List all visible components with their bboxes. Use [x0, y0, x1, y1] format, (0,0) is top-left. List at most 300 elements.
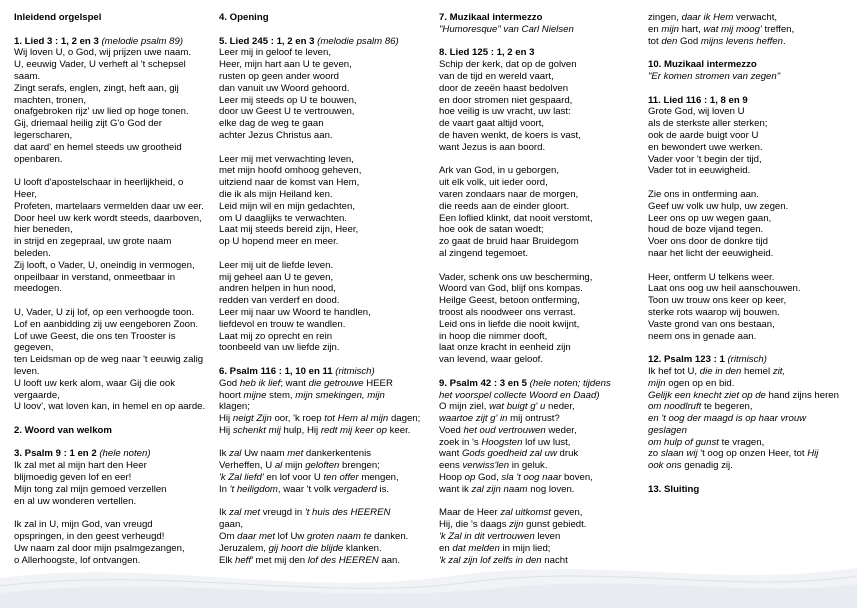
text-run: stem, [266, 389, 296, 401]
text-line [219, 319, 431, 331]
text-line [648, 118, 853, 130]
text-line [439, 165, 639, 177]
text-line [14, 366, 214, 378]
text-run: brengen; [339, 460, 380, 472]
text-run: Ik hef tot U, [648, 365, 700, 377]
text-run: 't heiligdom [229, 483, 278, 495]
text-run: Vader tot in eeuwigheid. [648, 165, 751, 177]
text-line [219, 71, 431, 83]
text-run: want ik [439, 483, 472, 495]
text-line [439, 177, 639, 189]
text-run: Gods goedheid zal uw [461, 448, 557, 460]
section-heading: 3. Psalm 9 : 1 en 2 [14, 448, 100, 460]
text-line [439, 12, 639, 24]
text-run: Wij loven U, o God, wij prijzen uwe naam. [14, 47, 192, 59]
text-line [219, 307, 431, 319]
text-line [648, 448, 853, 460]
blank-line [14, 24, 214, 36]
text-run: heff' [235, 554, 253, 566]
text-line [14, 189, 214, 201]
text-run: om hulp of gunst [648, 436, 719, 448]
text-line [439, 319, 639, 331]
text-line [439, 236, 639, 248]
text-run: , waar 't volk [277, 483, 334, 495]
text-run: nacht [541, 554, 568, 566]
text-run: (melodie psalm 86) [317, 35, 399, 47]
text-run: het voorspel collecte Woord en Daad) [439, 389, 600, 401]
text-run: Leid ons in liefde die nooit kwijnt, [439, 318, 580, 330]
text-run: Gij, driemaal heilig zijt G'o God der [14, 118, 162, 130]
text-run: lof Uw [275, 531, 307, 543]
text-line [439, 272, 639, 284]
text-run: Een loflied klinkt, dat nooit verstomt, [439, 212, 593, 224]
text-line [14, 472, 214, 484]
text-line [219, 472, 431, 484]
text-run: en [439, 542, 453, 554]
text-run: zo gaat de bruid haar Bruidegom [439, 236, 579, 248]
text-run: mijn smekingen, mijn [295, 389, 385, 401]
text-run: Vaste grond van ons bestaan, [648, 318, 775, 330]
text-line [648, 460, 853, 472]
text-line [439, 106, 639, 118]
text-run: hart, [678, 23, 704, 35]
text-line [219, 390, 431, 402]
text-line [439, 83, 639, 95]
text-run: geloften [305, 460, 340, 472]
text-run: mijn [282, 460, 306, 472]
text-run: verwacht, [733, 12, 778, 23]
section-heading: 5. Lied 245 : 1, 2 en 3 [219, 35, 318, 47]
text-run: tot [648, 35, 662, 47]
text-run: Ik zal met al mijn hart den Heer [14, 460, 147, 472]
text-line [648, 36, 853, 48]
text-run: ; want [280, 377, 309, 389]
text-line [648, 189, 853, 201]
text-line [648, 95, 853, 107]
text-run: wat mij moog' [703, 23, 762, 35]
text-run: rusten op geen ander woord [219, 70, 340, 82]
text-run: Hij [807, 448, 819, 460]
text-run: Uw naam [241, 448, 288, 460]
text-run: varen zondaars naar de morgen, [439, 188, 579, 200]
text-line [648, 142, 853, 154]
text-line [219, 342, 431, 354]
text-run: Leer mij steeds op U te bouwen, [219, 94, 357, 106]
text-line [14, 118, 214, 130]
section-heading: 12. Psalm 123 : 1 [648, 354, 728, 366]
blank-line [219, 24, 431, 36]
text-run: in strijd en zegepraal, uw grote naam [14, 236, 172, 248]
text-line [219, 507, 431, 519]
text-run: Gelijk een knecht ziet op de [648, 389, 766, 401]
section-heading: Inleidend orgelspel [14, 12, 102, 23]
text-line [14, 142, 214, 154]
text-run: hoort [219, 389, 244, 401]
text-run: machten, tronen, [14, 94, 86, 106]
text-line [219, 95, 431, 107]
text-run: Door heel uw kerk wordt steeds, daarboven, [14, 212, 202, 224]
text-line [219, 460, 431, 472]
text-line [219, 260, 431, 272]
text-run: (ritmisch) [727, 354, 767, 366]
text-run: druk [556, 448, 579, 460]
text-run: hoe ook de satan woedt; [439, 224, 544, 236]
text-line [439, 213, 639, 225]
blank-line [648, 342, 853, 354]
text-run: want [439, 448, 462, 460]
text-run: . [782, 35, 786, 47]
text-line [219, 283, 431, 295]
text-line [219, 331, 431, 343]
text-line [648, 378, 853, 390]
text-run: daar ik Hem [681, 12, 734, 23]
text-line [14, 248, 214, 260]
text-run: andren helpen in hun nood, [219, 283, 336, 295]
text-run: Leer mij uit de liefde leven. [219, 259, 334, 271]
text-run: zijn [509, 519, 524, 531]
text-run: groten naam te [307, 531, 372, 543]
text-line [648, 295, 853, 307]
text-line [14, 47, 214, 59]
text-run: onafgebroken rijz' uw lied op hoge tonen. [14, 106, 189, 118]
text-line [219, 47, 431, 59]
text-run: saam. [14, 70, 41, 82]
text-run: die reeds aan de einder gloort. [439, 200, 570, 212]
text-run: opspringen, in den geest verheugd! [14, 531, 165, 543]
text-line [14, 425, 214, 437]
text-run: mij ontrust? [507, 413, 560, 425]
text-line [439, 401, 639, 413]
text-line [439, 224, 639, 236]
text-run: Hij [219, 413, 233, 425]
text-line [648, 154, 853, 166]
text-line [219, 177, 431, 189]
text-run: treffen, [761, 23, 795, 35]
text-run: Lof en aanbidding zij uw eengeboren Zoon. [14, 318, 199, 330]
text-run: die getrouwe [308, 377, 364, 389]
text-run: Vader, schenk ons uw bescherming, [439, 271, 593, 283]
text-run: al [274, 460, 283, 472]
text-line [648, 24, 853, 36]
text-line [14, 448, 214, 460]
text-line [648, 106, 853, 118]
text-line [14, 154, 214, 166]
text-line [14, 213, 214, 225]
text-line [439, 484, 639, 496]
text-run: 'k Zal liefd' [219, 472, 264, 484]
text-run: met mijn hoofd omhoog geheven, [219, 165, 362, 177]
text-run: U, eeuwig Vader, U verheft al 't schepsel [14, 59, 186, 71]
text-run: en 't oog der maagd is op haar vrouw [648, 413, 807, 425]
text-line [648, 390, 853, 402]
text-run: klagen; [219, 401, 250, 413]
text-run: boven, [561, 472, 593, 484]
section-heading: 8. Lied 125 : 1, 2 en 3 [439, 47, 535, 59]
text-run: Heilge Geest, betoon ontferming, [439, 295, 580, 307]
text-line [439, 425, 639, 437]
section-heading: 6. Psalm 116 : 1, 10 en 11 [219, 365, 336, 377]
text-run: om U daaglijks te verwachten. [219, 212, 347, 224]
text-run: zal uitkomst [500, 507, 551, 519]
text-run: hoe veilig is uw vracht, uw last: [439, 106, 571, 118]
text-run: Leer ons op uw wegen gaan, [648, 212, 772, 224]
text-line [219, 224, 431, 236]
text-line [219, 12, 431, 24]
text-run: Leer mij naar uw Woord te handlen, [219, 306, 371, 318]
text-line [219, 130, 431, 142]
text-line [439, 507, 639, 519]
text-run: naar het licht der eeuwigheid. [648, 247, 774, 259]
text-line [439, 472, 639, 484]
text-run: Toon uw trouw ons keer op keer, [648, 295, 787, 307]
text-run: laat onze kracht in eenheid zijn [439, 342, 571, 354]
text-line [14, 307, 214, 319]
text-line [648, 165, 853, 177]
text-line [648, 224, 853, 236]
text-line [439, 342, 639, 354]
text-run: dankerkentenis [303, 448, 371, 460]
text-line [439, 448, 639, 460]
text-line [14, 460, 214, 472]
text-run: nog loven. [527, 483, 575, 495]
text-run: 'k Zal in dit vertrouwen [439, 531, 535, 543]
text-run: neder, [545, 401, 575, 413]
text-line [648, 331, 853, 343]
text-line [14, 484, 214, 496]
text-run: Heer, ontferm U telkens weer. [648, 271, 775, 283]
text-run: den [661, 35, 678, 47]
text-run: van levend, waar geloof. [439, 354, 543, 366]
blank-line [14, 295, 214, 307]
text-run: Laat ons oog uw heil aanschouwen. [648, 283, 801, 295]
text-run: sla 't oog naar [501, 472, 562, 484]
text-run: Hoogsten [481, 436, 523, 448]
text-line [219, 378, 431, 390]
text-line [648, 213, 853, 225]
text-line [219, 366, 431, 378]
text-line [648, 413, 853, 425]
text-line [14, 272, 214, 284]
text-run: Zingt serafs, englen, zingt, heft aan, gij [14, 82, 179, 94]
text-run: Zie ons in ontferming aan. [648, 188, 759, 200]
text-run: wat buigt g' u [489, 401, 546, 413]
text-run: hier beneden, [14, 224, 73, 236]
blank-line [14, 437, 214, 449]
text-line [439, 295, 639, 307]
text-line [14, 36, 214, 48]
text-run: (hele noten; tijdens [529, 377, 611, 389]
text-run: ook ons [648, 460, 682, 472]
text-run: en bewondert uwe werken. [648, 141, 763, 153]
text-run: aan. [378, 554, 401, 566]
text-run: oor, 'k roep [271, 413, 325, 425]
text-line [648, 319, 853, 331]
blank-line [14, 507, 214, 519]
text-run: mijns levens heffen [700, 35, 783, 47]
text-run: Leer mij met verwachting leven, [219, 153, 354, 165]
text-run: lof des HEEREN [307, 554, 379, 566]
text-run: Geef uw volk uw hulp, uw zegen. [648, 200, 789, 212]
text-line [219, 236, 431, 248]
text-run: in hoop die nimmer dooft, [439, 330, 548, 342]
text-line [219, 425, 431, 437]
text-run: Uw naam zal door mijn psalmgezangen, [14, 542, 185, 554]
section-heading: 11. Lied 116 : 1, 8 en 9 [648, 94, 748, 106]
blank-line [14, 413, 214, 425]
text-run: Hoop [439, 472, 465, 484]
text-run: beleden. [14, 247, 51, 259]
text-run: Elk [219, 554, 235, 566]
text-line [439, 24, 639, 36]
text-run: want Jezus is aan boord. [439, 141, 546, 153]
text-run: gunst gebiedt. [523, 519, 587, 531]
text-line [439, 71, 639, 83]
text-run: liefdevol en trouw te wandlen. [219, 318, 346, 330]
text-run: is. [376, 483, 390, 495]
text-run: mijne [243, 389, 267, 401]
text-run: door uw Geest U te vertrouwen, [219, 106, 355, 118]
text-run: en [648, 23, 662, 35]
text-line [14, 519, 214, 531]
text-run: mij geheel aan U te geven, [219, 271, 334, 283]
column-4 [648, 12, 853, 496]
text-run: zo [648, 448, 661, 460]
text-run: en al uw wonderen vertellen. [14, 495, 137, 507]
text-run: U looft d'apostelschaar in heerlijkheid, o [14, 177, 184, 189]
text-line [14, 390, 214, 402]
text-run: dagen; [388, 413, 421, 425]
text-run: in mijn lied; [499, 542, 551, 554]
text-run: Jeruzalem, [219, 542, 269, 554]
text-run: tot Hem al mijn [324, 413, 389, 425]
text-run: Voed [439, 424, 464, 436]
text-run: legerscharen, [14, 129, 73, 141]
text-run: onpeilbaar in verstand, onmeetbaar in [14, 271, 176, 283]
text-line [648, 236, 853, 248]
text-run: In [219, 483, 230, 495]
blank-line [439, 36, 639, 48]
text-line [648, 201, 853, 213]
text-run: ten offer [323, 472, 359, 484]
text-line [219, 519, 431, 531]
text-run: weder, [545, 424, 577, 436]
text-line [439, 413, 639, 425]
text-run: gij hoort die blijde [268, 542, 344, 554]
text-line [14, 342, 214, 354]
text-run: U loov', wat loven kan, in hemel en op aarde. [14, 401, 206, 413]
text-run: leven. [14, 365, 40, 377]
text-line [219, 201, 431, 213]
text-line [648, 307, 853, 319]
text-run: openbaren. [14, 153, 63, 165]
text-line [219, 189, 431, 201]
text-line [439, 248, 639, 260]
text-run: uit elk volk, uit ieder oord, [439, 177, 548, 189]
text-run: Leid mijn wil en mijn gedachten, [219, 200, 355, 212]
text-line [14, 331, 214, 343]
text-run: op U hopend meer en meer. [219, 236, 339, 248]
text-run: zal met [229, 507, 261, 519]
blank-line [439, 496, 639, 508]
text-run: redden van verderf en dood. [219, 295, 340, 307]
text-line [219, 106, 431, 118]
text-run: (hele noten) [99, 448, 151, 460]
text-line [648, 12, 853, 24]
text-run: Heer, [14, 188, 37, 200]
text-run: in geluk. [509, 460, 548, 472]
text-run: Voer ons door de donkre tijd [648, 236, 769, 248]
section-heading: 2. Woord van welkom [14, 424, 112, 436]
text-run: vreugd in [260, 507, 305, 519]
text-run: Ik [219, 507, 230, 519]
text-line [14, 319, 214, 331]
text-line [648, 283, 853, 295]
text-run: o Allerhoogste, lof ontvangen. [14, 554, 141, 566]
text-run: Laat mij zo oprecht en rein [219, 330, 333, 342]
text-run: blijmoedig geven lof en eer! [14, 472, 132, 484]
text-run: Grote God, wij loven U [648, 106, 745, 118]
text-run: waartoe zijt g' in [439, 413, 508, 425]
text-run: al zingend tegemoet. [439, 247, 529, 259]
text-run: van de tijd en wereld vaart, [439, 70, 554, 82]
text-line [439, 201, 639, 213]
text-run: dat melden [452, 542, 500, 554]
text-run: hemel [741, 365, 773, 377]
section-heading: 13. Sluiting [648, 483, 700, 495]
text-line [14, 496, 214, 508]
text-line [14, 177, 214, 189]
text-line [219, 295, 431, 307]
text-run: Ik zal in U, mijn God, van vreugd [14, 519, 153, 531]
text-run: gegeven, [14, 342, 54, 354]
text-run: danken. [371, 531, 409, 543]
text-run: 't huis des HEEREN [304, 507, 391, 519]
text-run: zingen, [648, 12, 682, 23]
text-run: ten Leidsman op de weg naar 't eeuwig zalig [14, 354, 204, 366]
text-line [439, 378, 639, 390]
section-heading: 4. Opening [219, 12, 269, 23]
text-run: eens [439, 460, 463, 472]
text-line [14, 59, 214, 71]
text-run: Hij, die 's daags [439, 519, 510, 531]
text-run: door de zeeën haast bedolven [439, 82, 569, 94]
text-run: keer. [386, 424, 411, 436]
text-run: O mijn ziel, [439, 401, 490, 413]
text-run: sterke rots waarop wij bouwen. [648, 306, 780, 318]
text-run: te vragen, [718, 436, 765, 448]
text-run: Hij [219, 424, 233, 436]
text-line [14, 83, 214, 95]
text-line [14, 224, 214, 236]
section-heading: 10. Muzikaal intermezzo [648, 59, 757, 71]
text-line [14, 378, 214, 390]
text-run: 't oog op onzen Heer, tot [697, 448, 808, 460]
text-run: "Er komen stromen van zegen" [648, 70, 781, 82]
text-run: de vaart gaat altijd voort, [439, 118, 545, 130]
text-run: Vader voor 't begin der tijd, [648, 153, 762, 165]
text-run: vergaarde, [14, 389, 60, 401]
text-run: Ark van God, in u geborgen, [439, 165, 559, 177]
text-line [219, 213, 431, 225]
text-line [648, 354, 853, 366]
blank-line [219, 437, 431, 449]
text-run: die in den [699, 365, 742, 377]
text-line [219, 272, 431, 284]
text-run: mijn [661, 23, 679, 35]
text-run: schenkt mij [232, 424, 281, 436]
text-line [14, 95, 214, 107]
text-run: God [677, 35, 701, 47]
